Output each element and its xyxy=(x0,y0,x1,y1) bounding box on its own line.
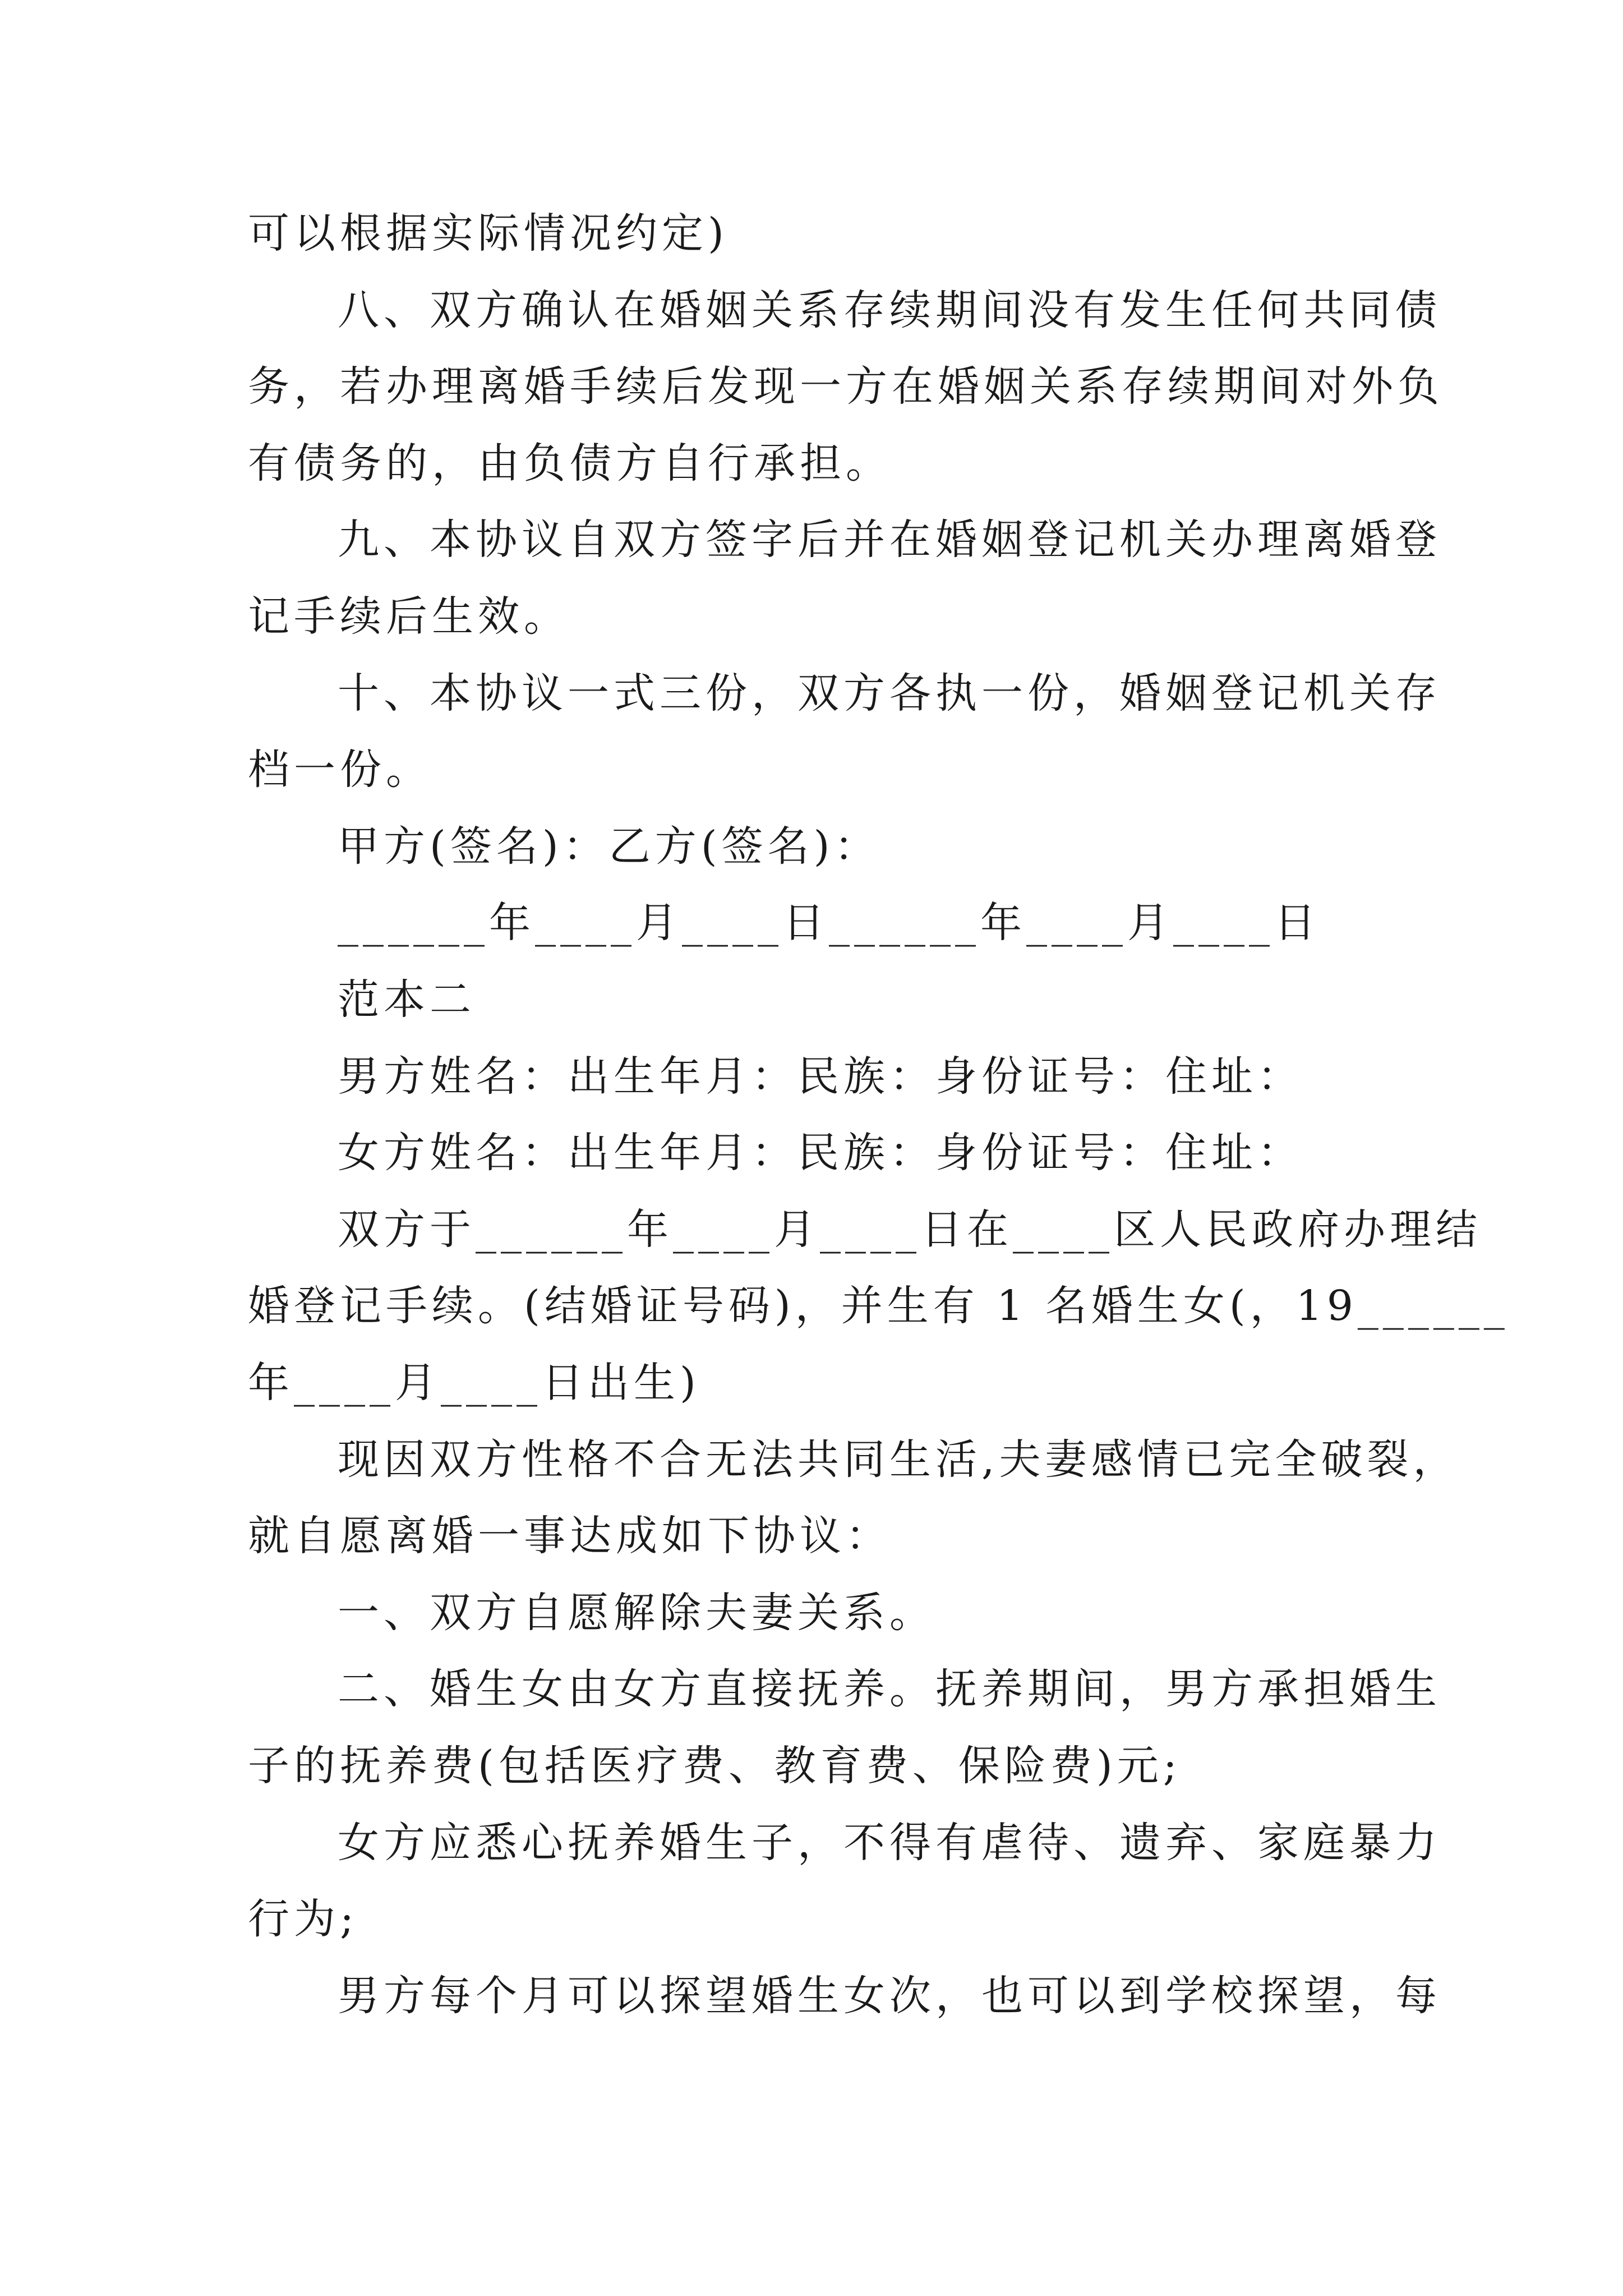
text-line: 九、本协议自双方签字后并在婚姻登记机关办理离婚登 xyxy=(338,516,1441,564)
date-line: ______年____月____日______年____月____日 xyxy=(338,899,1320,947)
text-line: 可以根据实际情况约定) xyxy=(248,209,728,257)
signature-line: 甲方(签名)：乙方(签名)： xyxy=(338,822,880,871)
text-line: 现因双方性格不合无法共同生活,夫妻感情已完全破裂， xyxy=(338,1435,1459,1484)
text-line: 记手续后生效。 xyxy=(248,592,570,641)
section-heading: 范本二 xyxy=(338,976,476,1024)
text-line: 男方每个月可以探望婚生女次，也可以到学校探望，每 xyxy=(338,1972,1441,2020)
text-line: 婚登记手续。(结婚证号码)，并生有 1 名婚生女(，19______ xyxy=(248,1282,1509,1330)
text-line: 子的抚养费(包括医疗费、教育费、保险费)元; xyxy=(248,1742,1182,1790)
text-line: 就自愿离婚一事达成如下协议： xyxy=(248,1512,892,1560)
text-line: 双方于______年____月____日在____区人民政府办理结 xyxy=(338,1205,1482,1254)
text-line: 有债务的，由负债方自行承担。 xyxy=(248,439,892,487)
text-line: 女方应悉心抚养婚生子，不得有虐待、遗弃、家庭暴力 xyxy=(338,1819,1441,1867)
text-line: 二、婚生女由女方直接抚养。抚养期间，男方承担婚生 xyxy=(338,1665,1441,1713)
text-line: 十、本协议一式三份，双方各执一份，婚姻登记机关存 xyxy=(338,669,1441,717)
text-line: 女方姓名：出生年月：民族：身份证号：住址： xyxy=(338,1129,1303,1177)
text-line: 年____月____日出生) xyxy=(248,1359,700,1407)
text-line: 八、双方确认在婚姻关系存续期间没有发生任何共同债 xyxy=(338,286,1441,334)
text-line: 行为; xyxy=(248,1895,358,1943)
text-line: 男方姓名：出生年月：民族：身份证号：住址： xyxy=(338,1052,1303,1101)
text-line: 务，若办理离婚手续后发现一方在婚姻关系存续期间对外负 xyxy=(248,362,1444,411)
text-line: 一、双方自愿解除夫妻关系。 xyxy=(338,1589,935,1637)
text-line: 档一份。 xyxy=(248,746,432,794)
